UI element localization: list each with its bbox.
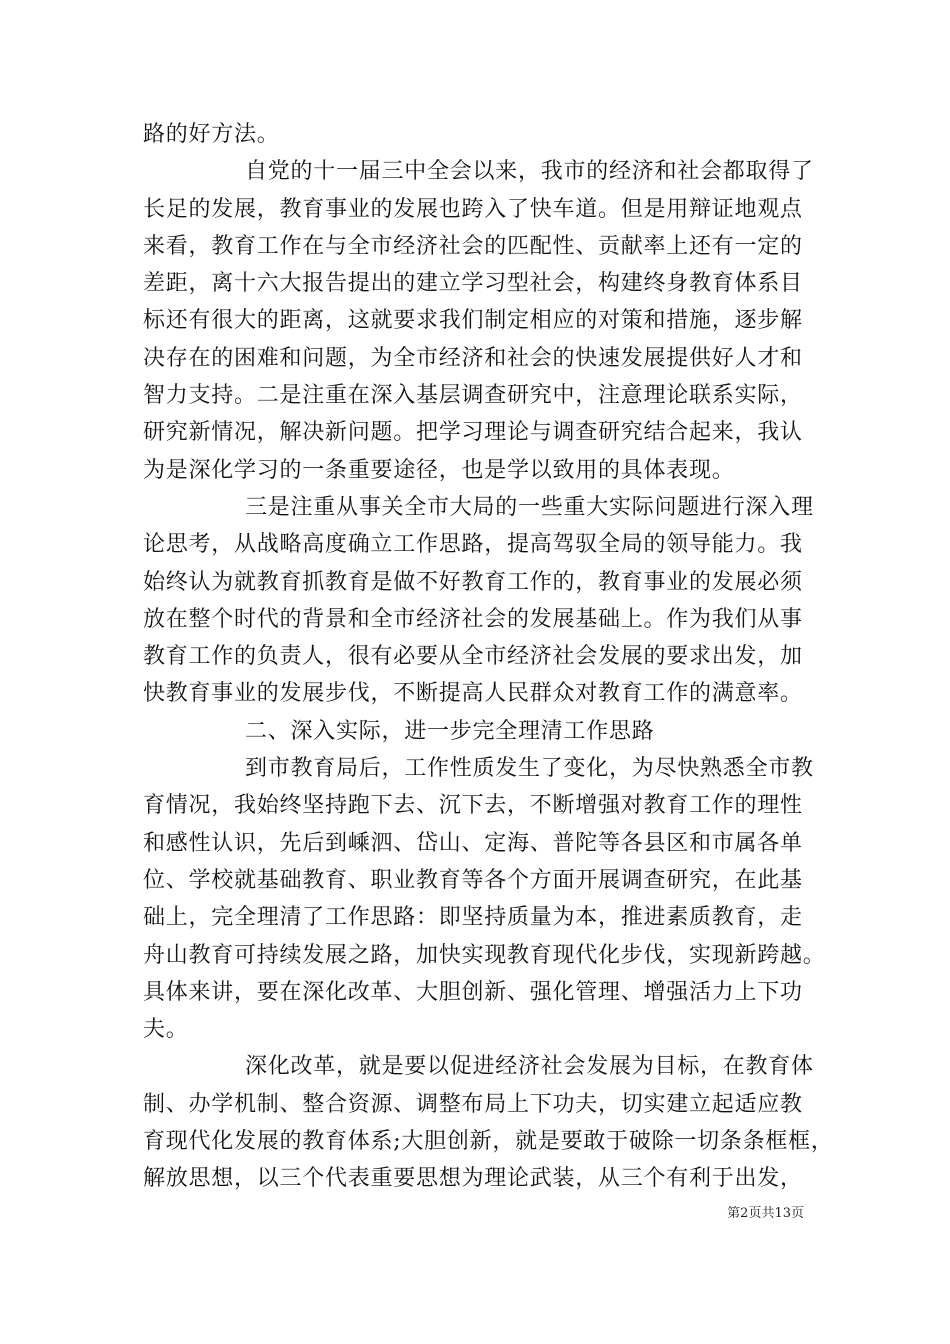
- text-line: 夫。: [143, 1017, 189, 1043]
- text-line: 研究新情况，解决新问题。把学习理论与调查研究结合起来，我认: [143, 420, 803, 446]
- text-line: 具体来讲，要在深化改革、大胆创新、强化管理、增强活力上下功: [143, 979, 803, 1005]
- text-line: 解放思想，以三个代表重要思想为理论武装，从三个有利于出发，: [143, 1166, 803, 1192]
- page-number: 第2页共13页: [727, 1206, 804, 1221]
- text-line: 来看，教育工作在与全市经济社会的匹配性、贡献率上还有一定的: [143, 233, 803, 259]
- text-line: 快教育事业的发展步伐，不断提高人民群众对教育工作的满意率。: [143, 681, 803, 707]
- text-line: 和感性认识，先后到嵊泗、岱山、定海、普陀等各县区和市属各单: [143, 830, 803, 856]
- paragraph: [143, 713, 823, 750]
- text-line: 始终认为就教育抓教育是做不好教育工作的，教育事业的发展必须: [143, 569, 803, 595]
- text-line: 为是深化学习的一条重要途径，也是学以致用的具体表现。: [143, 457, 735, 483]
- text-line: 长足的发展，教育事业的发展也跨入了快车道。但是用辩证地观点: [143, 196, 803, 222]
- text-line: 智力支持。二是注重在深入基层调查研究中，注意理论联系实际，: [143, 383, 803, 409]
- paragraph: [143, 750, 826, 1048]
- paragraph: [143, 153, 823, 489]
- text-line: 论思考，从战略高度确立工作思路，提高驾驭全局的领导能力。我: [143, 532, 803, 558]
- text-line: 教育工作的负责人，很有必要从全市经济社会发展的要求出发，加: [143, 644, 803, 670]
- document-body: [143, 116, 834, 1198]
- paragraph: [143, 1048, 834, 1197]
- paragraph: [143, 489, 823, 713]
- text-line: 三是注重从事关全市大局的一些重大实际问题进行深入理: [245, 494, 814, 520]
- text-line: 育现代化发展的教育体系;大胆创新，就是要敢于破除一切条条框框，: [143, 1129, 834, 1155]
- text-line: 到市教育局后，工作性质发生了变化，为尽快熟悉全市教: [245, 756, 814, 782]
- text-line: 位、学校就基础教育、职业教育等各个方面开展调查研究，在此基: [143, 867, 803, 893]
- text-line: 舟山教育可持续发展之路，加快实现教育现代化步伐，实现新跨越。: [143, 942, 826, 968]
- text-line: 差距，离十六大报告提出的建立学习型社会，构建终身教育体系目: [143, 271, 803, 297]
- text-line: 深化改革，就是要以促进经济社会发展为目标，在教育体: [245, 1054, 814, 1080]
- text-line: 育情况，我始终坚持跑下去、沉下去，不断增强对教育工作的理性: [143, 793, 803, 819]
- text-line: 制、办学机制、整合资源、调整布局上下功夫，切实建立起适应教: [143, 1091, 803, 1117]
- text-line: 路的好方法。: [143, 122, 280, 147]
- text-line: 放在整个时代的背景和全市经济社会的发展基础上。作为我们从事: [143, 606, 803, 632]
- text-line: 标还有很大的距离，这就要求我们制定相应的对策和措施，逐步解: [143, 308, 803, 334]
- text-line: 二、深入实际，进一步完全理清工作思路: [245, 718, 655, 744]
- text-line: 决存在的困难和问题，为全市经济和社会的快速发展提供好人才和: [143, 345, 803, 371]
- text-line: 础上，完全理清了工作思路：即坚持质量为本，推进素质教育，走: [143, 905, 803, 931]
- text-line: 自党的十一届三中全会以来，我市的经济和社会都取得了: [245, 159, 814, 185]
- paragraph: [143, 116, 823, 153]
